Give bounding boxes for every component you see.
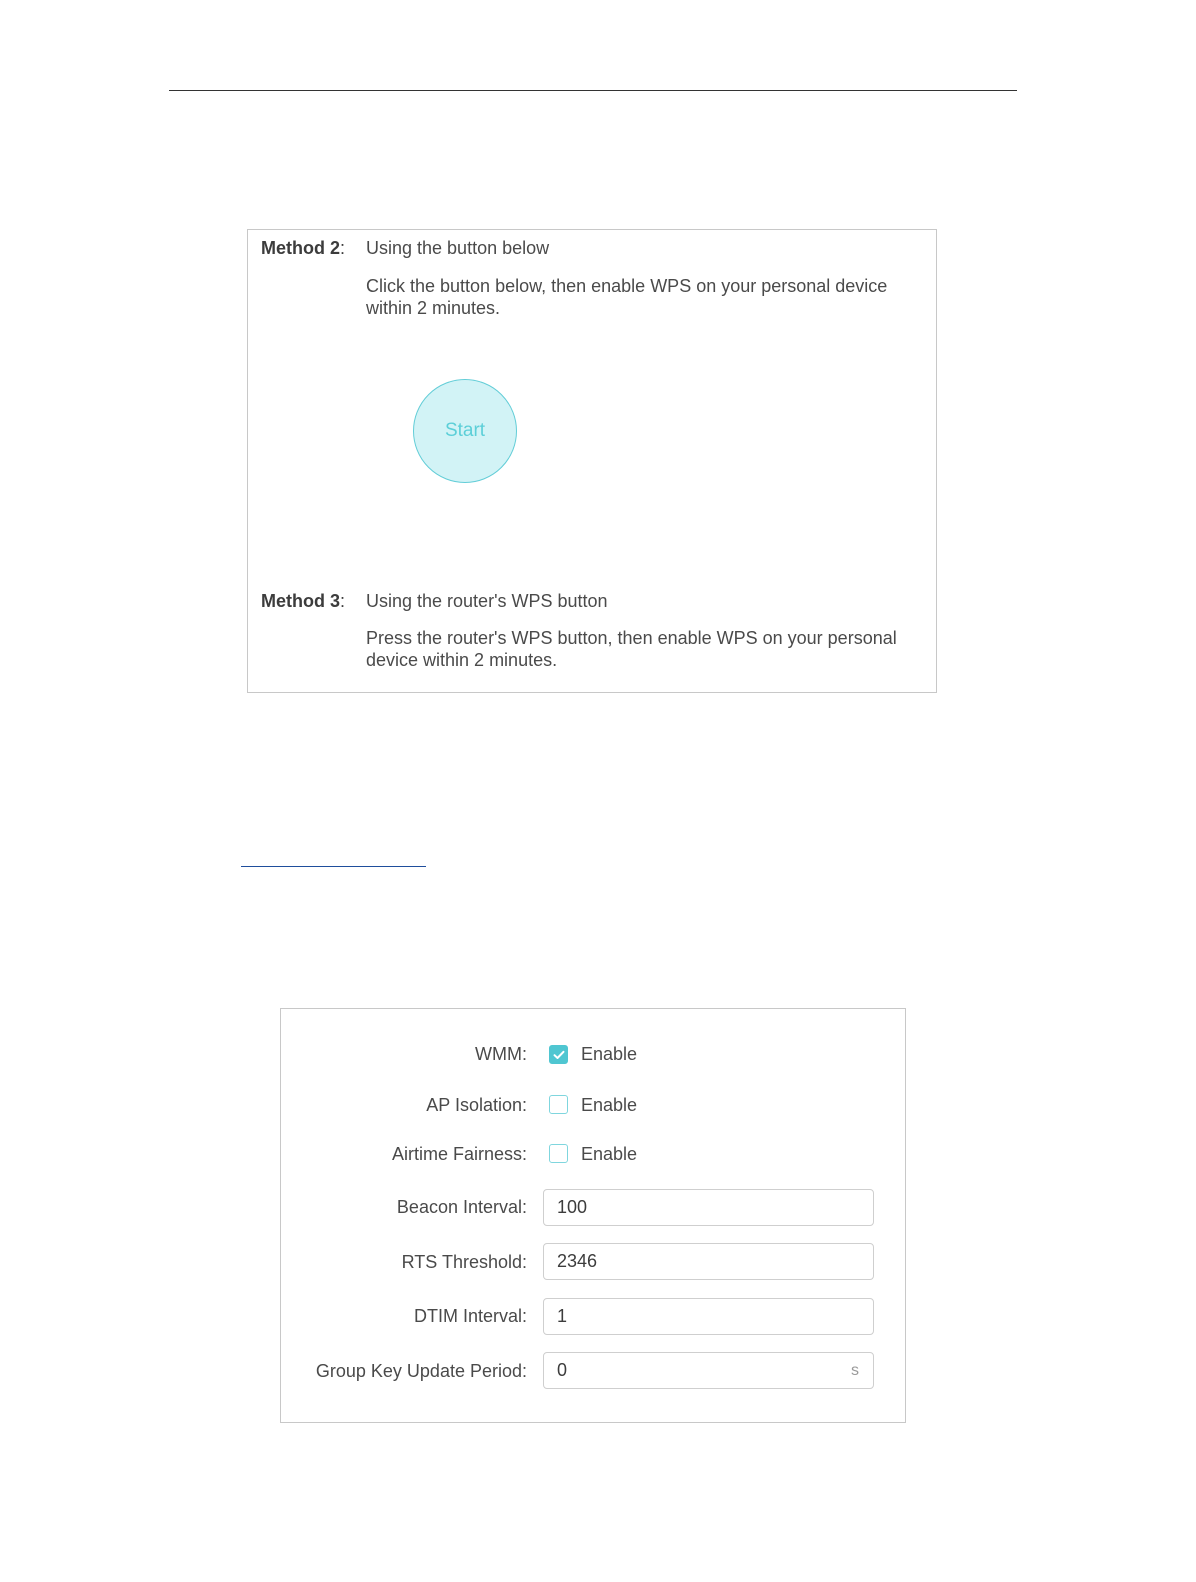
- dtim-interval-label: DTIM Interval:: [413, 1306, 527, 1326]
- start-button-label: Start: [444, 420, 486, 441]
- wps-start-button[interactable]: [413, 379, 517, 483]
- checkmark-icon: [553, 1050, 565, 1060]
- ap-isolation-label: AP Isolation:: [426, 1095, 527, 1115]
- wmm-checkbox[interactable]: [549, 1045, 568, 1064]
- advanced-settings-panel: [280, 1008, 906, 1423]
- airtime-fairness-label: Airtime Fairness:: [391, 1144, 527, 1164]
- airtime-fairness-enable-label[interactable]: Enable: [581, 1144, 638, 1164]
- group-key-update-input[interactable]: 0 s: [543, 1352, 874, 1389]
- airtime-fairness-checkbox[interactable]: [549, 1144, 568, 1163]
- group-key-update-label: Group Key Update Period:: [315, 1361, 527, 1381]
- method-3-title: Using the router's WPS button: [366, 591, 608, 611]
- wmm-enable-label[interactable]: Enable: [581, 1044, 638, 1064]
- rts-threshold-label: RTS Threshold:: [401, 1252, 527, 1272]
- ap-isolation-checkbox[interactable]: [549, 1095, 568, 1114]
- seconds-unit: s: [851, 1362, 859, 1379]
- dtim-interval-input[interactable]: 1: [543, 1298, 874, 1335]
- beacon-interval-label: Beacon Interval:: [396, 1197, 527, 1217]
- wps-methods-panel: [247, 229, 937, 693]
- link-underline: [241, 866, 426, 867]
- ap-isolation-enable-label[interactable]: Enable: [581, 1095, 638, 1115]
- wmm-label: WMM:: [475, 1044, 527, 1064]
- method-2-description: Click the button below, then enable WPS on your personal device within 2 minutes.: [366, 276, 888, 318]
- rts-threshold-input[interactable]: 2346: [543, 1243, 874, 1280]
- method-3-label: Method 3:: [261, 591, 346, 611]
- header-divider: [169, 90, 1017, 91]
- method-2-title: Using the button below: [366, 238, 550, 258]
- beacon-interval-input[interactable]: 100: [543, 1189, 874, 1226]
- method-3-description: Press the router's WPS button, then enable WPS on your personal device within 2 minutes.: [366, 628, 897, 670]
- method-2-label: Method 2:: [261, 238, 346, 258]
